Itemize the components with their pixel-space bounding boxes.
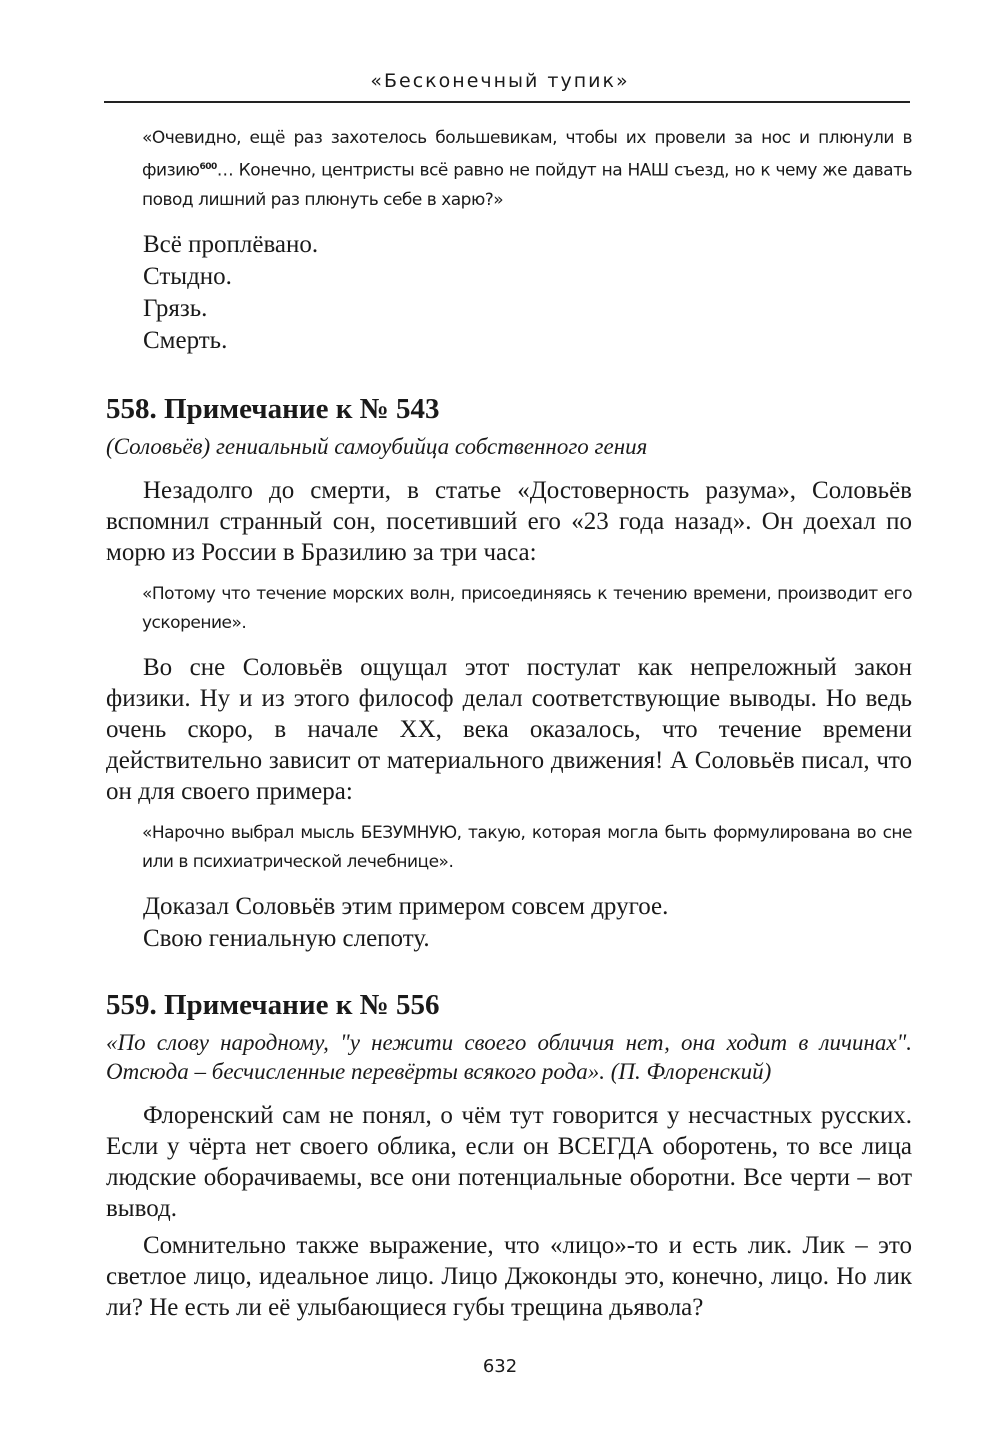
section-559-heading: 559. Примечание к № 556 — [106, 988, 440, 1021]
short-line: Всё проплёвано. — [143, 230, 319, 258]
section-559-epigraph: «По слову народному, "у нежити своего обличия нет, она ходит в личинах". Отсюда – бесчисленные перевёрты всякого рода». (П. Флоренский) — [106, 1029, 912, 1084]
section-558-heading: 558. Примечание к № 543 — [106, 392, 440, 425]
section-558-quote-2: «Нарочно выбрал мысль БЕЗУМНУЮ, такую, которая могла быть формулирована во сне или в психиатрической лечебнице». — [142, 822, 912, 872]
top-quote-part1: «Очевидно, ещё раз захотелось большевикам, чтобы их провели за нос и плюнули в физию — [142, 128, 912, 181]
section-558-paragraph-2: Во сне Соловьёв ощущал этот постулат как непреложный закон физики. Ну и из этого философ делал соответствующие выводы. Но ведь очень скоро, в начале XX, века оказалось, что течение времени действительно зависит от материального движения! А Соловьёв писал, что он для своего примера: — [106, 653, 912, 805]
section-558-line-1: Доказал Соловьёв этим примером совсем другое. — [143, 892, 669, 920]
footnote-ref: 600 — [199, 162, 217, 172]
section-558-line-2: Свою гениальную слепоту. — [143, 924, 430, 952]
section-558-quote-1: «Потому что течение морских волн, присоединяясь к течению времени, производит его ускорение». — [142, 583, 912, 633]
section-559-paragraph-2: Сомнительно также выражение, что «лицо»-то и есть лик. Лик – это светлое лицо, идеальное лицо. Лицо Джоконды это, конечно, лицо. Но лик ли? Не есть ли её улыбающиеся губы трещина дьявола? — [106, 1231, 912, 1321]
section-558-paragraph-1: Незадолго до смерти, в статье «Достоверность разума», Соловьёв вспомнил странный сон, посетивший его «23 года назад». Он доехал по морю из России в Бразилию за три часа: — [106, 476, 912, 566]
page-number: 632 — [482, 1356, 518, 1377]
short-line: Стыдно. — [143, 262, 232, 290]
short-line: Грязь. — [143, 294, 208, 322]
short-line: Смерть. — [143, 326, 228, 354]
top-quote-part2: … Конечно, центристы всё равно не пойдут на НАШ съезд, но к чему же давать повод лишний раз плюнуть себе в харю?» — [142, 160, 912, 210]
short-lines — [106, 229, 912, 357]
page-content — [106, 124, 912, 1323]
header-rule — [104, 101, 910, 103]
top-quote — [142, 124, 912, 215]
running-header: «Бесконечный тупик» — [370, 70, 630, 92]
section-558-epigraph: (Соловьёв) гениальный самоубийца собственного гения — [106, 433, 648, 459]
section-559-paragraph-1: Флоренский сам не понял, о чём тут говорится у несчастных русских. Если у чёрта нет своего облика, если он ВСЕГДА оборотень, то все лица людские оборачиваемы, все они потенциальные оборотни. Все черти – вот вывод. — [106, 1101, 912, 1222]
